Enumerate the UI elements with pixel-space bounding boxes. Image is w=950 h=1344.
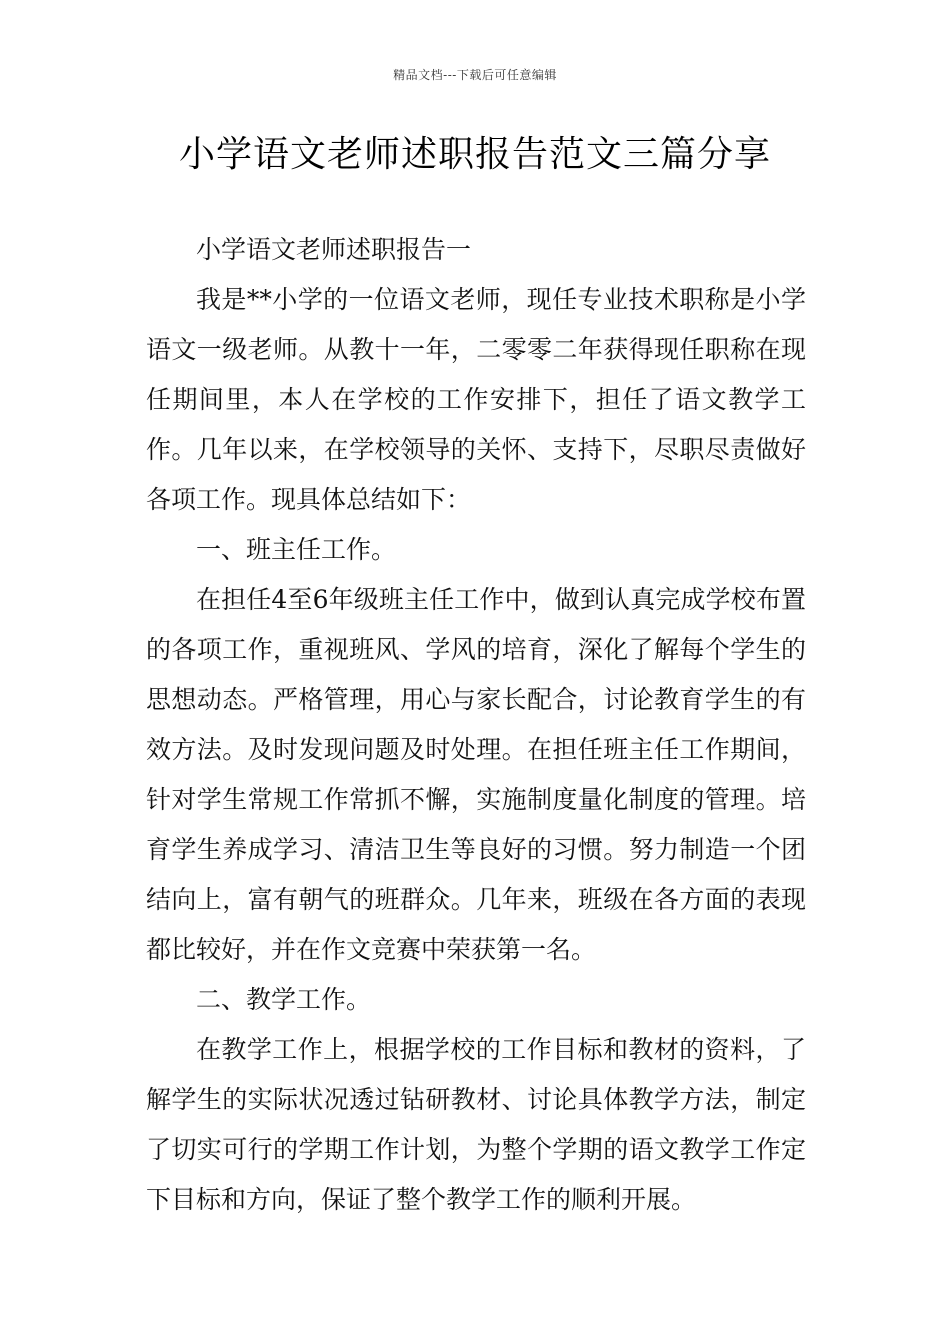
document-title: 小学语文老师述职报告范文三篇分享 xyxy=(178,134,771,175)
header-note: 精品文档---下载后可任意编辑 xyxy=(393,68,557,82)
section-heading-teaching: 二、教学工作。 xyxy=(196,985,372,1014)
paragraph-intro: 我是**小学的一位语文老师，现任专业技术职称是小学语文一级老师。从教十一年，二零零二年获得现任职称在现任期间里，本人在学校的工作安排下，担任了语文教学工作。几年以来，在学校领导的关怀、支持下，尽职尽责做好各项工作。现具体总结如下： xyxy=(146,285,806,514)
section-heading-head-teacher: 一、班主任工作。 xyxy=(196,535,397,564)
paragraph-teaching-work: 在教学工作上，根据学校的工作目标和教材的资料，了解学生的实际状况透过钻研教材、讨论具体教学方法，制定了切实可行的学期工作计划，为整个学期的语文教学工作定下目标和方向，保证了整个教学工作的顺利开展。 xyxy=(146,1035,806,1214)
document-body xyxy=(146,225,806,1225)
section-heading-report-one: 小学语文老师述职报告一 xyxy=(196,235,472,264)
paragraph-head-teacher-work: 在担任4至6年级班主任工作中，做到认真完成学校布置的各项工作，重视班风、学风的培育，深化了解每个学生的思想动态。严格管理，用心与家长配合，讨论教育学生的有效方法。及时发现问题及时处理。在担任班主任工作期间，针对学生常规工作常抓不懈，实施制度量化制度的管理。培育学生养成学习、清洁卫生等良好的习惯。努力制造一个团结向上，富有朝气的班群众。几年来，班级在各方面的表现都比较好，并在作文竞赛中荣获第一名。 xyxy=(146,585,806,964)
